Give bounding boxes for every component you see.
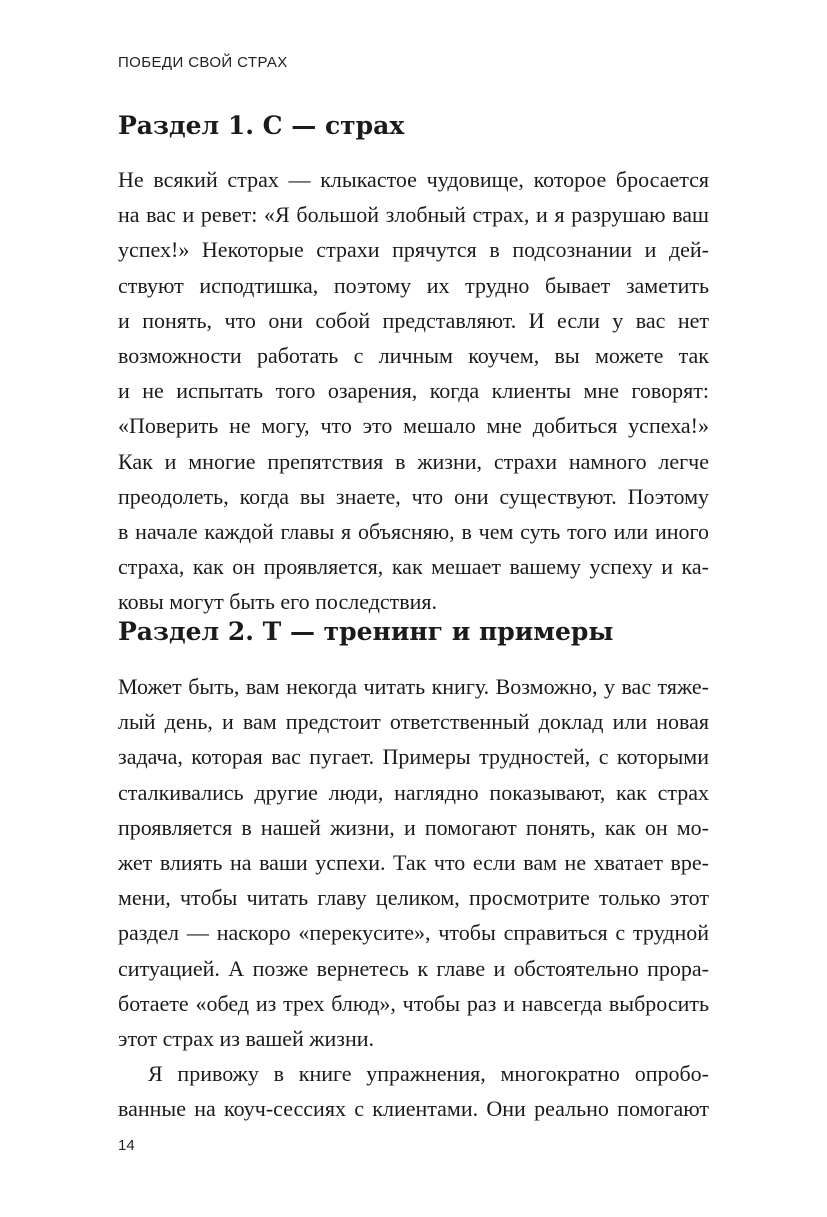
text-line: и понять, что они собой представляют. И если у вас нет [118,307,709,333]
text-line: ситуацией. А позже вернетесь к главе и обстоятельно прора- [118,955,709,981]
text-line: задача, которая вас пугает. Примеры трудностей, с которыми [118,744,709,770]
section-1-heading: Раздел 1. С — страх [118,111,405,140]
text-line: мени, чтобы читать главу целиком, просмотрите только этот [118,885,709,911]
running-head: ПОБЕДИ СВОЙ СТРАХ [118,54,288,71]
text-line: успех!» Некоторые страхи прячутся в подсознании и дей- [118,237,709,263]
text-line: преодолеть, когда вы знаете, что они существуют. Поэтому [118,483,709,509]
text-line: Я привожу в книге упражнения, многократно опробо- [148,1061,709,1087]
text-line: «Поверить не могу, что это мешало мне добиться успеха!» [118,413,709,439]
text-line: жет влиять на ваши успехи. Так что если вам не хватает вре- [118,849,709,875]
text-line: ботаете «обед из трех блюд», чтобы раз и навсегда выбросить [118,990,709,1016]
text-line: возможности работать с личным коучем, вы можете так [118,342,709,368]
text-line: в начале каждой главы я объясняю, в чем суть того или иного [118,518,709,544]
text-line: раздел — наскоро «перекусите», чтобы справиться с трудной [118,920,709,946]
section-2-heading: Раздел 2. Т — тренинг и примеры [118,617,614,646]
text-line: Не всякий страх — клыкастое чудовище, которое бросается [118,167,709,192]
text-line: этот страх из вашей жизни. [118,1025,375,1051]
text-line: Как и многие препятствия в жизни, страхи намного легче [118,448,709,474]
text-line: Может быть, вам некогда читать книгу. Возможно, у вас тяже- [118,674,709,699]
text-line: проявляется в нашей жизни, и помогают понять, как он мо- [118,814,709,840]
section-2-body [118,669,709,1126]
text-line: ковы могут быть его последствия. [118,589,438,615]
text-line: ствуют исподтишка, поэтому их трудно бывает заметить [118,272,709,298]
text-line: лый день, и вам предстоит ответственный доклад или новая [118,709,709,735]
section-1-body [118,162,709,619]
text-line: на вас и ревет: «Я большой злобный страх, и я разрушаю ваш [118,202,709,228]
text-line: ванные на коуч-сессиях с клиентами. Они реально помогают [118,1096,709,1122]
text-line: сталкивались другие люди, наглядно показывают, как страх [118,779,709,805]
page-number: 14 [118,1137,135,1154]
text-line: страха, как он проявляется, как мешает вашему успеху и ка- [118,554,709,580]
text-line: и не испытать того озарения, когда клиенты мне говорят: [118,378,709,404]
